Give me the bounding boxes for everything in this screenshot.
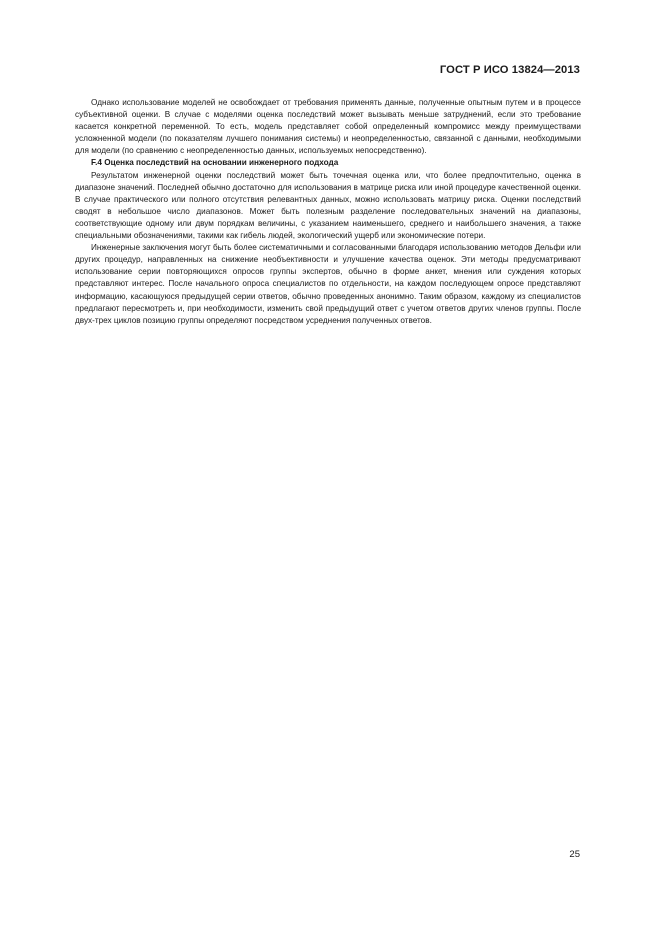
- standard-number: ГОСТ Р ИСО 13824—2013: [439, 64, 580, 76]
- body-paragraph: Однако использование моделей не освобождает от требования применять данные, полученные опытным путем и в процессе субъективной оценки. В случае с моделями оценка последствий может вызывать меньше затруднений, если это требование касается конкретной переменной. То есть, модель представляет собой определенный компромисс между преимуществами усложненной модели (по показателям лучшего понимания системы) и неопределенностью, связанной с данными, необходимыми для модели (по сравнению с неопределенностью данных, используемых непосредственно).: [75, 98, 581, 156]
- body-paragraph: Инженерные заключения могут быть более систематичными и согласованными благодаря использованию методов Дельфи или других процедур, направленных на снижение необъективности и улучшение качества оценок. Эти методы предусматривают использование серии повторяющихся опросов группы экспертов, обычно в форме анкет, мнения или суждения которых представляют интерес. После начального опроса специалистов по отдельности, на каждом последующем опросе представляют информацию, касающуюся предыдущей серии ответов, обычно проведенных анонимно. Таким образом, каждому из специалистов предлагают пересмотреть и, при необходимости, изменить свой предыдущий ответ с учетом ответов других членов группы. После двух-трех циклов позицию группы определяют посредством усреднения полученных ответов.: [75, 243, 581, 325]
- body-paragraph: Результатом инженерной оценки последствий может быть точечная оценка или, что более предпочтительно, оценка в диапазоне значений. Последней обычно достаточно для использования в матрице риска или иной процедуре качественной оценки. В случае практического или полного отсутствия релевантных данных, можно использовать матрицу риска. Оценки последствий сводят в небольшое число диапазонов. Может быть полезным разделение последовательных значений на диапазоны, соответствующие одному или двум порядкам величины, с указанием наименьшего, среднего и наибольшего значения, а также специальными обозначениями, такими как гибель людей, экологический ущерб или экономические потери.: [75, 170, 581, 241]
- page-number: 25: [569, 849, 580, 860]
- document-header: [440, 64, 580, 76]
- document-body: [75, 97, 581, 327]
- section-heading: F.4 Оценка последствий на основании инженерного подхода: [91, 158, 339, 168]
